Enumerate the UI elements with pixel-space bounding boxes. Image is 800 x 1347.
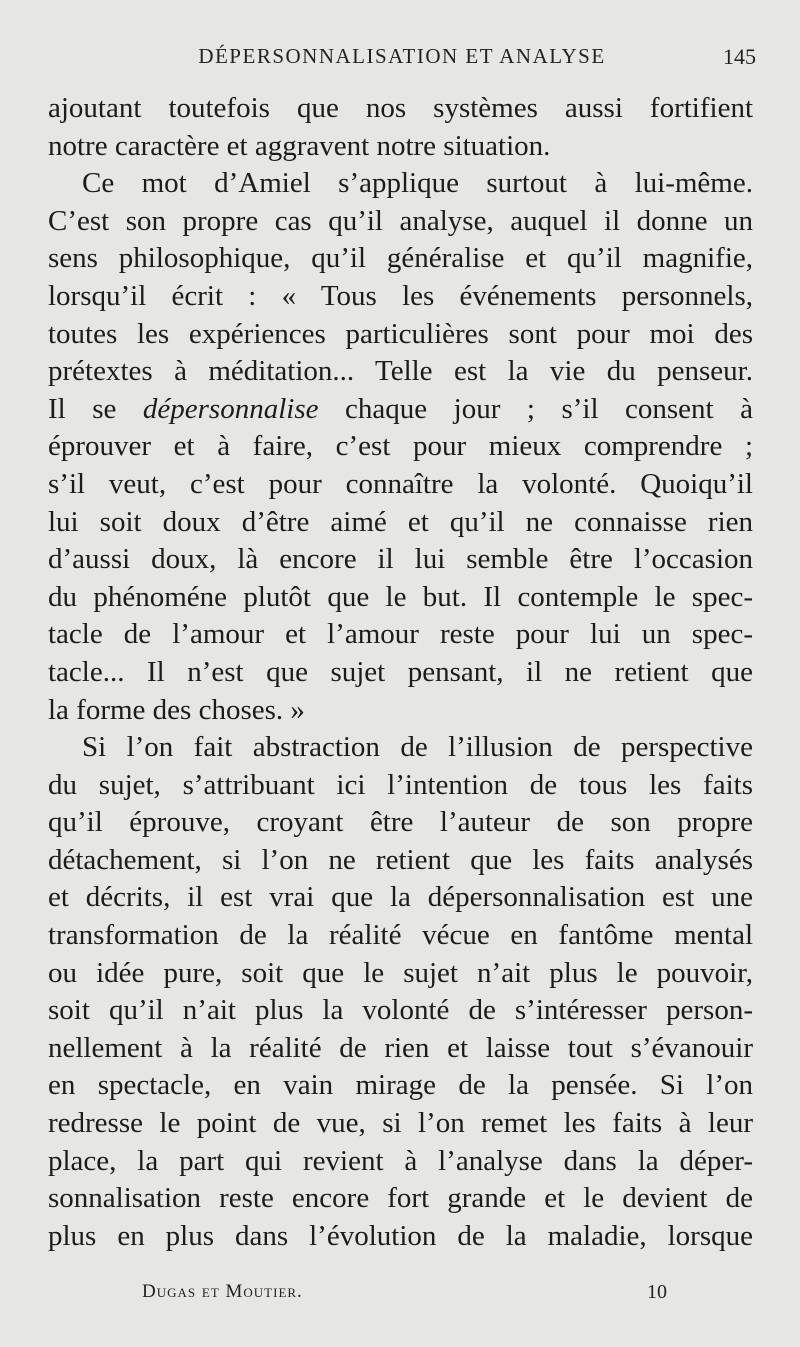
- signature-mark: 10: [647, 1281, 667, 1303]
- running-title: DÉPERSONNALISATION ET ANALYSE: [198, 44, 606, 68]
- text-line: s’il veut, c’est pour connaître la volonté. Quoiqu’il: [48, 467, 753, 500]
- page-footer: [142, 1281, 667, 1309]
- text-segment: Il se: [48, 392, 143, 425]
- text-line: Ce mot d’Amiel s’applique surtout à lui-même.: [82, 167, 753, 200]
- text-line: lorsqu’il écrit : « Tous les événements personnels,: [48, 279, 753, 312]
- text-line: ajoutant toutefois que nos systèmes aussi fortifient: [48, 92, 753, 124]
- body-text: [48, 90, 753, 1255]
- text-line: Si l’on fait abstraction de l’illusion de perspective: [82, 731, 753, 764]
- text-line: lui soit doux d’être aimé et qu’il ne connaisse rien: [48, 505, 753, 538]
- text-line: ou idée pure, soit que le sujet n’ait plus le pouvoir,: [48, 956, 753, 989]
- text-line: et décrits, il est vrai que la dépersonnalisation est une: [48, 881, 753, 914]
- text-line: prétextes à méditation... Telle est la vie du penseur.: [48, 355, 753, 388]
- text-line: soit qu’il n’ait plus la volonté de s’intéresser person-: [48, 994, 753, 1027]
- text-line: en spectacle, en vain mirage de la pensée. Si l’on: [48, 1069, 753, 1102]
- text-line: plus en plus dans l’évolution de la maladie, lorsque: [48, 1219, 753, 1252]
- text-line: éprouver et à faire, c’est pour mieux comprendre ;: [48, 430, 753, 463]
- text-segment: chaque jour ; s’il consent à: [318, 392, 753, 425]
- text-line: du phénoméne plutôt que le but. Il contemple le spec-: [48, 580, 753, 613]
- text-line: sonnalisation reste encore fort grande et le devient de: [48, 1182, 753, 1215]
- text-line: d’aussi doux, là encore il lui semble être l’occasion: [48, 543, 753, 576]
- text-line: C’est son propre cas qu’il analyse, auquel il donne un: [48, 204, 753, 237]
- page-number: 145: [723, 44, 756, 69]
- text-line: du sujet, s’attribuant ici l’intention de tous les faits: [48, 768, 753, 801]
- text-line: tacle de l’amour et l’amour reste pour lui un spec-: [48, 618, 753, 651]
- text-line: la forme des choses. »: [48, 693, 305, 726]
- text-line: redresse le point de vue, si l’on remet les faits à leur: [48, 1107, 753, 1140]
- text-line: toutes les expériences particulières sont pour moi des: [48, 317, 753, 350]
- italic-term: dépersonnalise: [142, 392, 319, 425]
- text-line: qu’il éprouve, croyant être l’auteur de son propre: [48, 806, 753, 839]
- text-line: place, la part qui revient à l’analyse dans la déper-: [48, 1144, 753, 1177]
- text-line: sens philosophique, qu’il généralise et qu’il magnifie,: [48, 242, 753, 275]
- text-line: notre caractère et aggravent notre situation.: [48, 129, 551, 162]
- text-line: tacle... Il n’est que sujet pensant, il ne retient que: [48, 655, 753, 688]
- page-header: [48, 42, 756, 74]
- text-line: détachement, si l’on ne retient que les faits analysés: [48, 843, 753, 876]
- text-line: nellement à la réalité de rien et laisse tout s’évanouir: [48, 1031, 753, 1064]
- text-line: transformation de la réalité vécue en fantôme mental: [48, 919, 753, 952]
- text-line: [48, 391, 753, 429]
- printer-signature: Dugas et Moutier.: [142, 1281, 303, 1302]
